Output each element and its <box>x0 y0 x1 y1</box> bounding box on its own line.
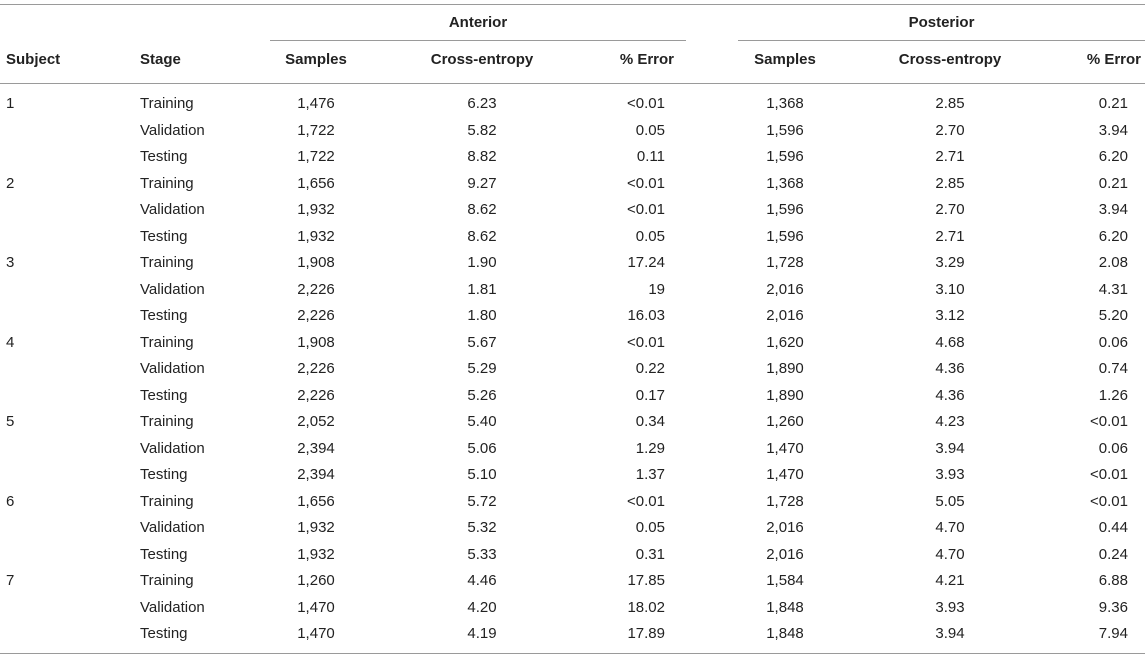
cell-ant-error: 19 <box>648 280 665 298</box>
bottom-rule <box>0 653 1145 654</box>
cell-post-cross-entropy: 2.71 <box>935 148 965 165</box>
cell-post-error: 0.21 <box>1098 174 1128 192</box>
cell-stage: Testing <box>140 148 188 165</box>
cell-post-error: 4.31 <box>1098 280 1128 298</box>
cell-ant-cross-entropy: 1.80 <box>467 307 497 324</box>
cell-ant-cross-entropy: 5.10 <box>467 466 497 483</box>
cell-ant-cross-entropy: 5.82 <box>467 121 497 139</box>
cell-post-samples: 2,016 <box>766 307 804 324</box>
cell-stage: Validation <box>140 598 205 616</box>
cell-post-samples: 2,016 <box>766 519 804 536</box>
cell-stage: Validation <box>140 360 205 377</box>
cell-ant-error: 16.03 <box>627 307 665 324</box>
cell-stage: Validation <box>140 121 205 139</box>
cell-subject: 7 <box>6 572 15 589</box>
cell-post-error: 0.44 <box>1098 519 1128 536</box>
cell-ant-error: <0.01 <box>627 201 665 218</box>
cell-stage: Training <box>140 254 194 271</box>
cell-post-cross-entropy: 4.23 <box>935 413 965 430</box>
cell-stage: Validation <box>140 519 205 536</box>
cell-ant-samples: 1,932 <box>297 227 335 245</box>
cell-ant-cross-entropy: 1.81 <box>467 280 497 298</box>
cell-post-error: <0.01 <box>1090 413 1128 430</box>
cell-ant-samples: 1,932 <box>297 519 335 536</box>
cell-post-error: 0.06 <box>1098 439 1128 457</box>
cell-post-samples: 1,368 <box>766 95 804 112</box>
cell-ant-error: <0.01 <box>627 174 665 192</box>
cell-ant-error: 0.34 <box>635 413 665 430</box>
cell-post-samples: 1,596 <box>766 201 804 218</box>
cell-stage: Testing <box>140 307 188 324</box>
cell-ant-error: <0.01 <box>627 333 665 351</box>
cell-post-cross-entropy: 4.68 <box>935 333 965 351</box>
cell-ant-cross-entropy: 6.23 <box>467 95 497 112</box>
cell-post-samples: 1,368 <box>766 174 804 192</box>
cell-post-samples: 1,848 <box>766 625 804 642</box>
cell-ant-cross-entropy: 8.82 <box>467 148 497 165</box>
cell-post-error: 0.06 <box>1098 333 1128 351</box>
cell-ant-cross-entropy: 5.67 <box>467 333 497 351</box>
cell-post-error: 6.20 <box>1098 148 1128 165</box>
cell-post-error: <0.01 <box>1090 492 1128 510</box>
cell-post-cross-entropy: 3.29 <box>935 254 965 271</box>
cell-ant-cross-entropy: 1.90 <box>467 254 497 271</box>
cell-ant-cross-entropy: 8.62 <box>467 201 497 218</box>
cell-ant-samples: 1,260 <box>297 572 335 589</box>
cell-post-samples: 1,470 <box>766 439 804 457</box>
column-header-ant-cross-entropy: Cross-entropy <box>430 51 534 68</box>
cell-post-cross-entropy: 5.05 <box>935 492 965 510</box>
cell-ant-cross-entropy: 4.46 <box>467 572 497 589</box>
cell-stage: Testing <box>140 545 188 563</box>
cell-post-error: 3.94 <box>1098 121 1128 139</box>
cell-ant-error: 0.11 <box>636 148 665 165</box>
cell-post-cross-entropy: 3.93 <box>935 598 965 616</box>
group-header-posterior: Posterior <box>908 14 975 31</box>
cell-post-samples: 1,596 <box>766 121 804 139</box>
header-rule <box>0 83 1145 84</box>
cell-ant-cross-entropy: 4.20 <box>467 598 497 616</box>
cell-ant-samples: 1,722 <box>297 121 335 139</box>
cell-subject: 4 <box>6 333 15 351</box>
cell-post-error: 3.94 <box>1098 201 1128 218</box>
posterior-group-rule <box>738 40 1145 41</box>
cell-ant-error: 0.31 <box>635 545 665 563</box>
column-header-ant-error: % Error <box>619 51 674 68</box>
cell-post-error: 0.21 <box>1098 95 1128 112</box>
cell-stage: Testing <box>140 227 188 245</box>
cell-ant-error: 0.17 <box>635 386 665 404</box>
cell-ant-cross-entropy: 9.27 <box>467 174 497 192</box>
cell-post-error: 0.74 <box>1098 360 1128 377</box>
column-header-stage: Stage <box>140 51 181 68</box>
top-rule <box>0 4 1145 5</box>
cell-post-samples: 1,620 <box>766 333 804 351</box>
cell-ant-samples: 1,932 <box>297 545 335 563</box>
cell-stage: Training <box>140 572 194 589</box>
cell-post-cross-entropy: 3.93 <box>935 466 965 483</box>
cell-ant-error: 0.22 <box>635 360 665 377</box>
group-header-anterior: Anterior <box>448 14 508 31</box>
cell-ant-samples: 1,908 <box>297 333 335 351</box>
cell-post-error: 6.20 <box>1098 227 1128 245</box>
cell-ant-cross-entropy: 5.29 <box>467 360 497 377</box>
cell-post-cross-entropy: 2.85 <box>935 174 965 192</box>
cell-post-samples: 2,016 <box>766 280 804 298</box>
cell-ant-samples: 1,722 <box>297 148 335 165</box>
cell-stage: Validation <box>140 201 205 218</box>
cell-post-samples: 1,260 <box>766 413 804 430</box>
cell-ant-samples: 2,394 <box>297 439 335 457</box>
cell-ant-error: 0.05 <box>635 227 665 245</box>
cell-ant-error: 17.89 <box>627 625 665 642</box>
cell-post-cross-entropy: 3.94 <box>935 439 965 457</box>
column-header-post-error: % Error <box>1086 51 1141 68</box>
cell-ant-error: 1.29 <box>635 439 665 457</box>
cell-post-error: <0.01 <box>1090 466 1128 483</box>
cell-ant-error: 0.05 <box>635 519 665 536</box>
cell-post-samples: 1,596 <box>766 227 804 245</box>
cell-ant-error: 17.85 <box>627 572 665 589</box>
cell-stage: Testing <box>140 466 188 483</box>
cell-post-samples: 1,596 <box>766 148 804 165</box>
cell-ant-cross-entropy: 4.19 <box>467 625 497 642</box>
cell-post-error: 9.36 <box>1098 598 1128 616</box>
cell-ant-samples: 2,226 <box>297 280 335 298</box>
cell-post-cross-entropy: 2.70 <box>935 121 965 139</box>
column-header-ant-samples: Samples <box>285 51 347 68</box>
cell-ant-error: 0.05 <box>635 121 665 139</box>
cell-subject: 5 <box>6 413 15 430</box>
cell-post-error: 6.88 <box>1098 572 1128 589</box>
cell-subject: 2 <box>6 174 15 192</box>
column-header-post-cross-entropy: Cross-entropy <box>898 51 1002 68</box>
cell-ant-cross-entropy: 8.62 <box>467 227 497 245</box>
cell-post-cross-entropy: 4.70 <box>935 545 965 563</box>
cell-ant-cross-entropy: 5.26 <box>467 386 497 404</box>
cell-ant-cross-entropy: 5.06 <box>467 439 497 457</box>
cell-ant-cross-entropy: 5.72 <box>467 492 497 510</box>
cell-ant-samples: 1,470 <box>297 625 335 642</box>
cell-post-cross-entropy: 4.21 <box>935 572 965 589</box>
cell-post-samples: 1,890 <box>766 360 804 377</box>
cell-ant-samples: 1,470 <box>297 598 335 616</box>
cell-stage: Training <box>140 492 194 510</box>
cell-ant-error: <0.01 <box>627 95 665 112</box>
cell-stage: Validation <box>140 280 205 298</box>
cell-stage: Testing <box>140 625 188 642</box>
cell-ant-cross-entropy: 5.32 <box>467 519 497 536</box>
cell-ant-samples: 2,226 <box>297 360 335 377</box>
cell-ant-samples: 1,932 <box>297 201 335 218</box>
cell-stage: Testing <box>140 386 188 404</box>
cell-stage: Training <box>140 333 194 351</box>
cell-ant-samples: 2,394 <box>297 466 335 483</box>
cell-post-cross-entropy: 4.36 <box>935 360 965 377</box>
cell-ant-error: 1.37 <box>635 466 665 483</box>
cell-subject: 3 <box>6 254 15 271</box>
cell-ant-samples: 2,052 <box>297 413 335 430</box>
cell-post-cross-entropy: 4.36 <box>935 386 965 404</box>
cell-stage: Training <box>140 95 194 112</box>
cell-ant-samples: 1,476 <box>297 95 335 112</box>
cell-post-cross-entropy: 2.85 <box>935 95 965 112</box>
cell-post-samples: 1,728 <box>766 492 804 510</box>
cell-post-error: 7.94 <box>1098 625 1128 642</box>
anterior-group-rule <box>270 40 686 41</box>
column-header-post-samples: Samples <box>754 51 816 68</box>
cell-ant-error: 17.24 <box>627 254 665 271</box>
cell-post-samples: 1,470 <box>766 466 804 483</box>
cell-ant-error: <0.01 <box>627 492 665 510</box>
cell-stage: Training <box>140 174 194 192</box>
cell-post-cross-entropy: 4.70 <box>935 519 965 536</box>
cell-post-cross-entropy: 2.70 <box>935 201 965 218</box>
cell-stage: Training <box>140 413 194 430</box>
cell-ant-samples: 1,656 <box>297 174 335 192</box>
cell-ant-samples: 2,226 <box>297 307 335 324</box>
cell-subject: 1 <box>6 95 15 112</box>
cell-post-cross-entropy: 3.94 <box>935 625 965 642</box>
cell-ant-samples: 2,226 <box>297 386 335 404</box>
cell-subject: 6 <box>6 492 15 510</box>
cell-post-cross-entropy: 3.10 <box>935 280 965 298</box>
cell-stage: Validation <box>140 439 205 457</box>
cell-post-error: 1.26 <box>1098 386 1128 404</box>
cell-post-error: 2.08 <box>1098 254 1128 271</box>
cell-post-samples: 1,848 <box>766 598 804 616</box>
cell-post-samples: 1,728 <box>766 254 804 271</box>
cell-ant-samples: 1,908 <box>297 254 335 271</box>
cell-ant-samples: 1,656 <box>297 492 335 510</box>
column-header-subject: Subject <box>6 51 61 68</box>
cell-ant-cross-entropy: 5.33 <box>467 545 497 563</box>
cell-post-error: 5.20 <box>1098 307 1128 324</box>
cell-post-cross-entropy: 2.71 <box>935 227 965 245</box>
cell-post-samples: 1,584 <box>766 572 804 589</box>
cell-ant-cross-entropy: 5.40 <box>467 413 497 430</box>
cell-post-cross-entropy: 3.12 <box>935 307 965 324</box>
cell-post-error: 0.24 <box>1098 545 1128 563</box>
cell-ant-error: 18.02 <box>627 598 665 616</box>
cell-post-samples: 2,016 <box>766 545 804 563</box>
cell-post-samples: 1,890 <box>766 386 804 404</box>
